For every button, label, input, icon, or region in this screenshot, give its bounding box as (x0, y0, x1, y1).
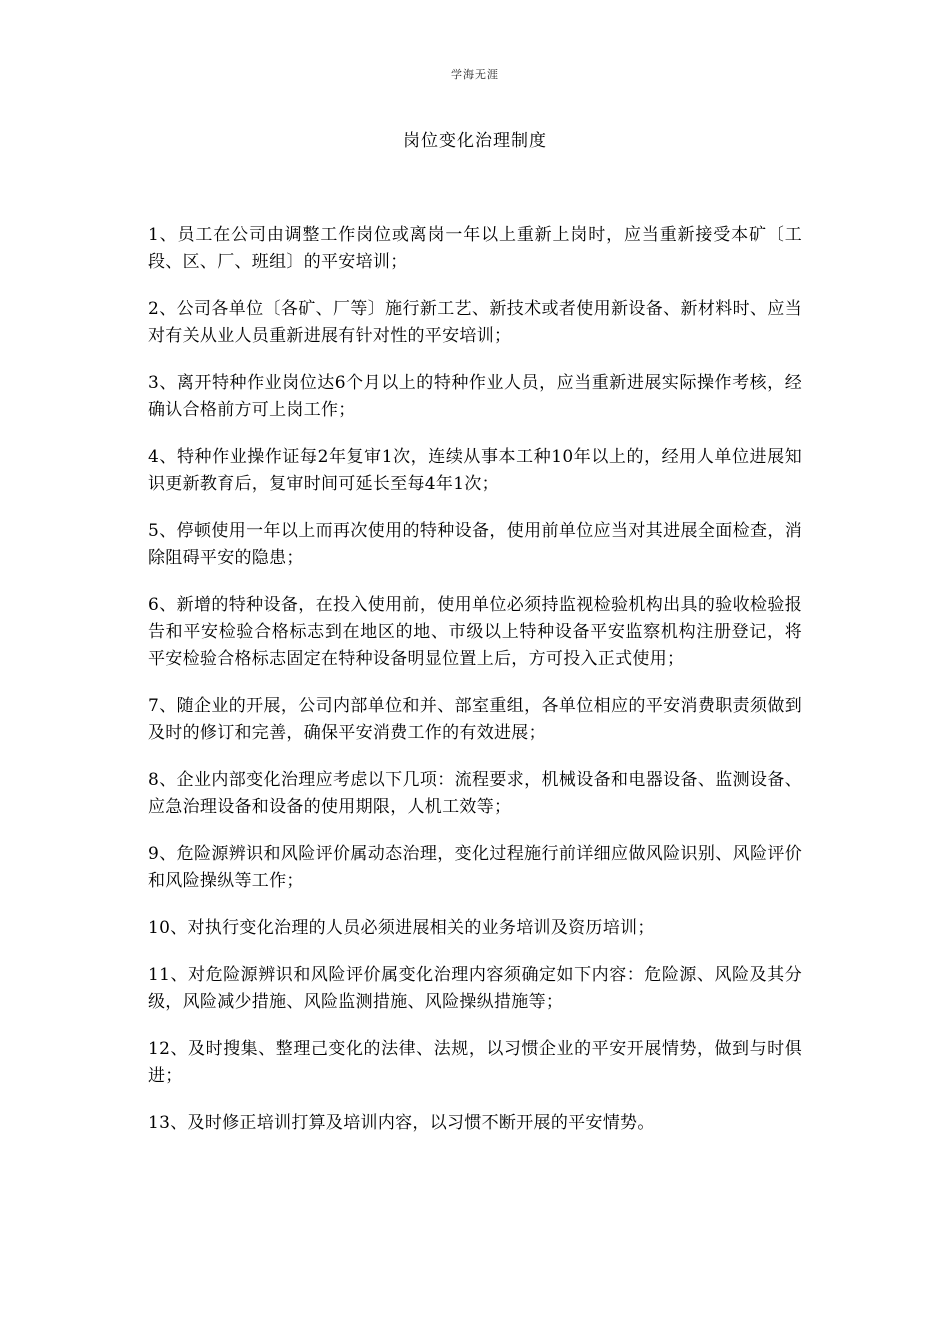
regulation-item: 2、公司各单位〔各矿、厂等〕施行新工艺、新技术或者使用新设备、新材料时、应当对有关从业人员重新进展有针对性的平安培训； (148, 299, 802, 346)
regulation-list (148, 222, 802, 1157)
regulation-item: 7、随企业的开展，公司内部单位和并、部室重组，各单位相应的平安消费职责须做到及时的修订和完善，确保平安消费工作的有效进展； (148, 696, 802, 743)
page-header: 学海无涯 (451, 68, 499, 81)
regulation-item: 5、停顿使用一年以上而再次使用的特种设备，使用前单位应当对其进展全面检查，消除阻碍平安的隐患； (148, 521, 802, 568)
regulation-item: 9、危险源辨识和风险评价属动态治理，变化过程施行前详细应做风险识别、风险评价和风险操纵等工作； (148, 844, 802, 891)
regulation-item: 10、对执行变化治理的人员必须进展相关的业务培训及资历培训； (148, 918, 655, 938)
regulation-item: 4、特种作业操作证每2年复审1次，连续从事本工种10年以上的，经用人单位进展知识更新教育后，复审时间可延长至每4年1次； (148, 447, 802, 494)
regulation-item: 3、离开特种作业岗位达6个月以上的特种作业人员，应当重新进展实际操作考核，经确认合格前方可上岗工作； (148, 373, 802, 420)
regulation-item: 8、企业内部变化治理应考虑以下几项：流程要求，机械设备和电器设备、监测设备、应急治理设备和设备的使用期限，人机工效等； (148, 770, 802, 817)
document-title: 岗位变化治理制度 (403, 131, 547, 151)
regulation-item: 11、对危险源辨识和风险评价属变化治理内容须确定如下内容：危险源、风险及其分级，风险减少措施、风险监测措施、风险操纵措施等； (148, 965, 802, 1012)
regulation-item: 6、新增的特种设备，在投入使用前，使用单位必须持监视检验机构出具的验收检验报告和平安检验合格标志到在地区的地、市级以上特种设备平安监察机构注册登记，将平安检验合格标志固定在特种设备明显位置上后，方可投入正式使用； (148, 595, 802, 669)
regulation-item: 1、员工在公司由调整工作岗位或离岗一年以上重新上岗时，应当重新接受本矿〔工段、区、厂、班组〕的平安培训； (148, 225, 802, 272)
regulation-item: 13、及时修正培训打算及培训内容，以习惯不断开展的平安情势。 (148, 1113, 655, 1133)
regulation-item: 12、及时搜集、整理己变化的法律、法规，以习惯企业的平安开展情势，做到与时俱进； (148, 1039, 802, 1086)
